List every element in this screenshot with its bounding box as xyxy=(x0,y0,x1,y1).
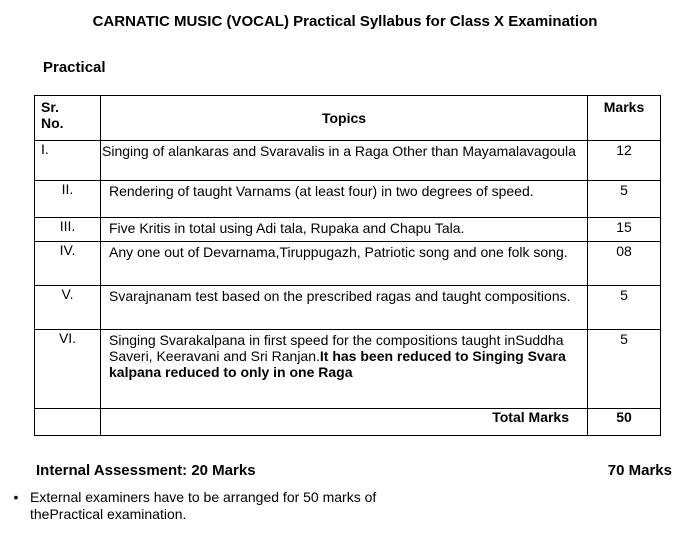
bullet-icon: • xyxy=(13,489,19,505)
row-marks: 12 xyxy=(588,141,661,181)
header-marks: Marks xyxy=(588,96,661,141)
table-row xyxy=(35,218,661,242)
note-text: External examiners have to be arranged for 50 marks of thePractical examination. xyxy=(30,489,377,522)
row-sr: IV. xyxy=(35,242,101,286)
row-topic: Singing of alankaras and Svaravalis in a Raga Other than Mayamalavagoula xyxy=(101,141,588,181)
row-sr: I. xyxy=(35,141,101,181)
row-marks: 5 xyxy=(588,181,661,218)
grand-total: 70 Marks xyxy=(607,462,672,479)
row-marks: 5 xyxy=(588,330,661,409)
header-sr-no: Sr. No. xyxy=(35,96,101,141)
row-topic xyxy=(101,330,588,409)
row-topic: Rendering of taught Varnams (at least four) in two degrees of speed. xyxy=(101,181,588,218)
row-marks: 5 xyxy=(588,286,661,330)
internal-assessment: Internal Assessment: 20 Marks xyxy=(36,462,256,479)
total-row xyxy=(35,409,661,436)
row-topic: Five Kritis in total using Adi tala, Rupaka and Chapu Tala. xyxy=(101,218,588,242)
table-row xyxy=(35,141,661,181)
page-title: CARNATIC MUSIC (VOCAL) Practical Syllabus for Class X Examination xyxy=(92,13,598,30)
section-heading: Practical xyxy=(43,59,106,76)
syllabus-table xyxy=(34,95,661,436)
row-topic-bold-note: It has been reduced to Singing Svara kalpana reduced to only in one Raga xyxy=(109,348,566,380)
row-marks: 08 xyxy=(588,242,661,286)
header-topics: Topics xyxy=(101,96,588,141)
table-row xyxy=(35,286,661,330)
total-value: 50 xyxy=(588,409,661,436)
table-header-row xyxy=(35,96,661,141)
table-row xyxy=(35,181,661,218)
row-sr: VI. xyxy=(35,330,101,409)
row-sr: III. xyxy=(35,218,101,242)
row-topic: Any one out of Devarnama,Tiruppugazh, Patriotic song and one folk song. xyxy=(101,242,588,286)
total-label: Total Marks xyxy=(101,409,588,436)
total-empty-cell xyxy=(35,409,101,436)
table-row xyxy=(35,242,661,286)
row-topic-text: Singing Svarakalpana in first speed for the compositions taught inSuddha Saveri, Keeravani and Sri Ranjan. xyxy=(109,332,564,364)
note-item xyxy=(6,489,426,523)
row-marks: 15 xyxy=(588,218,661,242)
row-topic: Svarajnanam test based on the prescribed ragas and taught compositions. xyxy=(101,286,588,330)
row-sr: V. xyxy=(35,286,101,330)
table-row xyxy=(35,330,661,409)
row-sr: II. xyxy=(35,181,101,218)
